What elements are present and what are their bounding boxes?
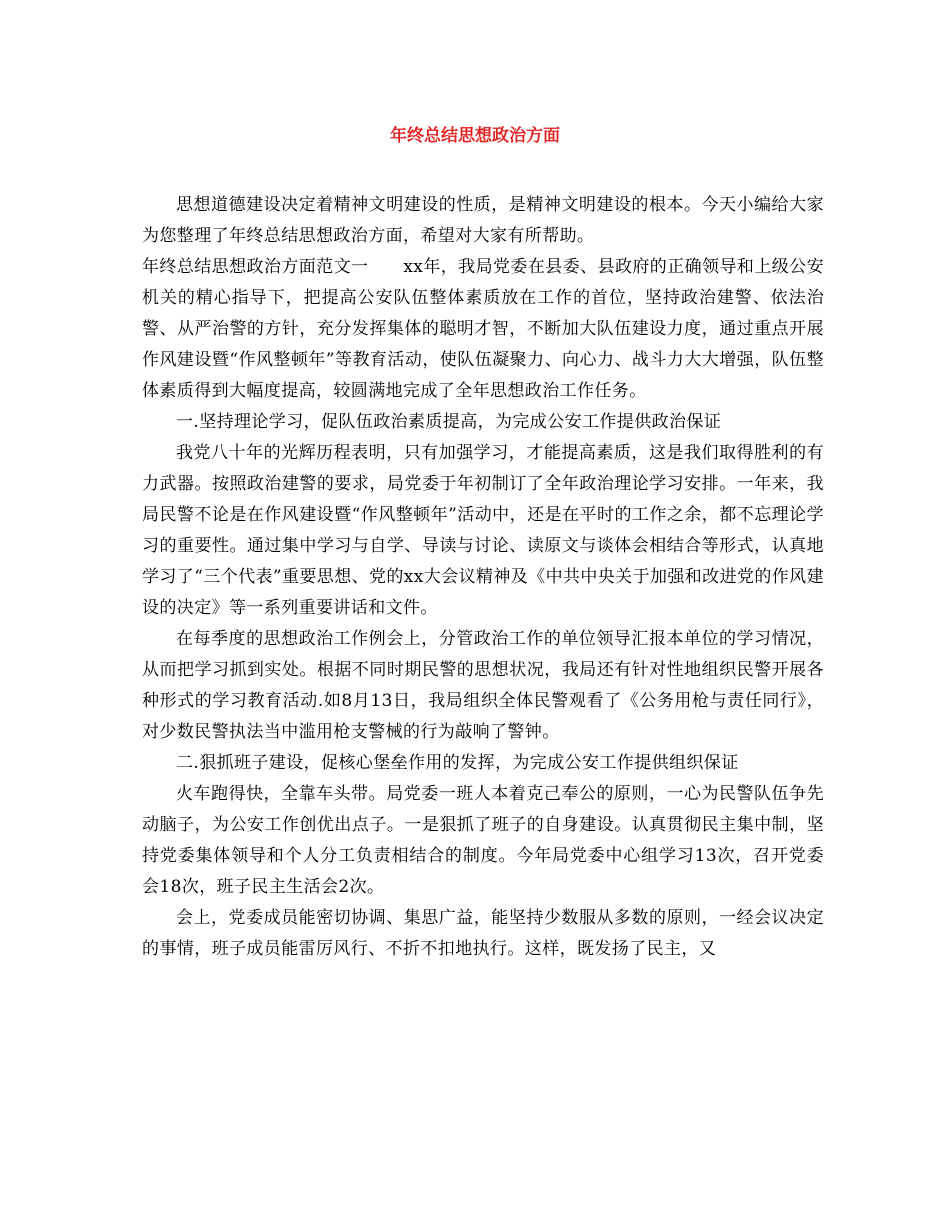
paragraph-intro: 思想道德建设决定着精神文明建设的性质，是精神文明建设的根本。今天小编给大家为您整理了年终总结思想政治方面，希望对大家有所帮助。: [142, 195, 824, 246]
paragraph-quarterly-meeting: 在每季度的思想政治工作例会上，分管政治工作的单位领导汇报本单位的学习情况，从而把学习抓到实处。根据不同时期民警的思想状况，我局还有针对性地组织民警开展各种形式的学习教育活动.如8月13日，我局组织全体民警观看了《公务用枪与责任同行》，对少数民警执法当中滥用枪支警械的行为敲响了警钟。: [142, 629, 824, 742]
section-heading-1: 一.坚持理论学习，促队伍政治素质提高，为完成公安工作提供政治保证: [176, 412, 722, 432]
paragraph-meeting-discipline: 会上，党委成员能密切协调、集思广益，能坚持少数服从多数的原则，一经会议决定的事情，班子成员能雷厉风行、不折不扣地执行。这样，既发扬了民主，又: [142, 908, 824, 959]
document-title: 年终总结思想政治方面: [390, 126, 560, 146]
paragraph-theory-study: 我党八十年的光辉历程表明，只有加强学习，才能提高素质，这是我们取得胜利的有力武器。按照政治建警的要求，局党委于年初制订了全年政治理论学习安排。一年来，我局民警不论是在作风建设暨“作风整顿年”活动中，还是在平时的工作之余，都不忘理论学习的重要性。通过集中学习与自学、导读与讨论、读原文与谈体会相结合等形式，认真地学习了“三个代表”重要思想、党的xx大会议精神及《中共中央关于加强和改进党的作风建设的决定》等一系列重要讲话和文件。: [142, 443, 824, 618]
paragraph-sample-heading: 年终总结思想政治方面范文一 xx年，我局党委在县委、县政府的正确领导和上级公安机关的精心指导下，把提高公安队伍整体素质放在工作的首位，坚持政治建警、依法治警、从严治警的方针，充分发挥集体的聪明才智，不断加大队伍建设力度，通过重点开展作风建设暨“作风整顿年”等教育活动，使队伍凝聚力、向心力、战斗力大大增强，队伍整体素质得到大幅度提高，较圆满地完成了全年思想政治工作任务。: [142, 257, 824, 401]
section-heading-2: 二.狠抓班子建设，促核心堡垒作用的发挥，为完成公安工作提供组织保证: [176, 753, 739, 773]
paragraph-leadership: 火车跑得快，全靠车头带。局党委一班人本着克己奉公的原则，一心为民警队伍争先动脑子，为公安工作创优出点子。一是狠抓了班子的自身建设。认真贯彻民主集中制，坚持党委集体领导和个人分工负责相结合的制度。今年局党委中心组学习13次，召开党委会18次，班子民主生活会2次。: [142, 784, 824, 897]
document-body: [142, 190, 824, 965]
